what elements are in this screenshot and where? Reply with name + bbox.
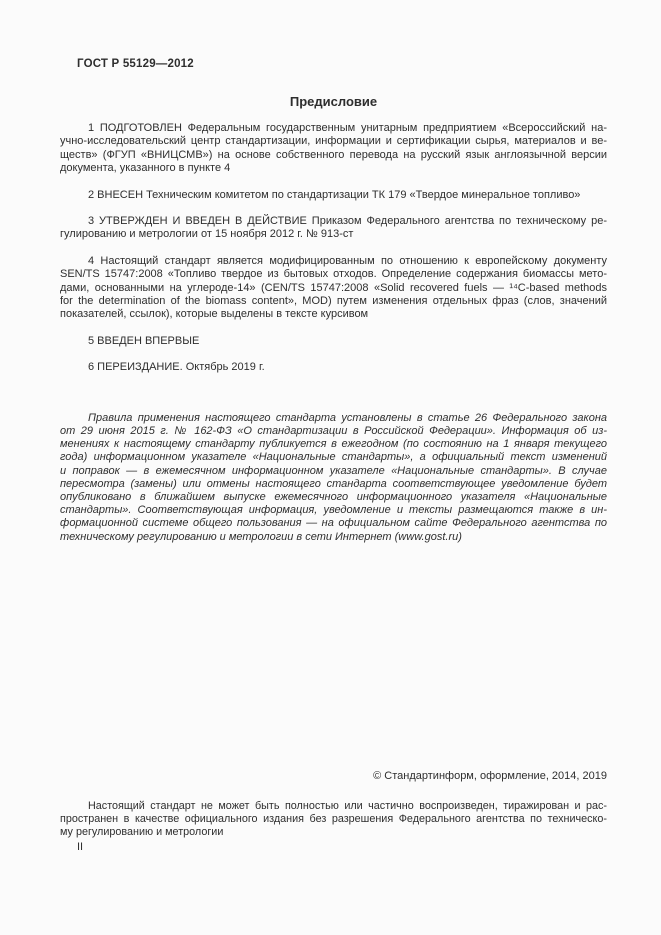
text-line: учно-исследовательский центр стандартизации, информации и сертификации сырья, материалов и ве- (60, 135, 607, 148)
text-line: 3 УТВЕРЖДЕН И ВВЕДЕН В ДЕЙСТВИЕ Приказом Федерального агентства по техническому ре- (88, 215, 607, 228)
text-line: пространен в качестве официального издания без разрешения Федерального агентства по техническо- (60, 813, 607, 825)
text-line: опубликовано в ближайшем выпуске ежемесячного информационного указателя «Национальные (60, 490, 607, 503)
text-line: года) информационном указателе «Национальные стандарты», а официальный текст изменений (60, 451, 607, 464)
foreword-item-3 (60, 215, 607, 242)
text-line: пересмотра (замены) или отмены настоящего стандарта соответствующее уведомление будет (60, 477, 607, 490)
text-line: менениях к настоящему стандарту публикуется в ежегодном (по состоянию на 1 января текущего (60, 438, 607, 451)
text-line: 6 ПЕРЕИЗДАНИЕ. Октябрь 2019 г. (88, 361, 265, 374)
text-line: техническому регулированию и метрологии в сети Интернет (www.gost.ru) (60, 530, 462, 543)
text-line: и поправок — в ежемесячном информационном указателе «Национальные стандарты». В случае (60, 464, 607, 477)
text-line: for the determination of the biomass content», MOD) путем изменения отдельных фраз (слов, значений (60, 295, 607, 308)
foreword-item-5 (60, 335, 607, 348)
text-line: стандарты». Соответствующая информация, уведомление и тексты размещаются также в ин- (60, 504, 607, 517)
text-line: от 29 июня 2015 г. № 162-ФЗ «О стандартизации в Российской Федерации». Информация об из- (60, 424, 607, 437)
page-number: II (77, 841, 84, 853)
reproduction-restriction-note (60, 800, 607, 839)
text-line: гулированию и метрологии от 15 ноября 2012 г. № 913-ст (60, 228, 354, 241)
text-line: показателей, ссылок), которые выделены в тексте курсивом (60, 308, 369, 321)
text-line: 1 ПОДГОТОВЛЕН Федеральным государственным унитарным предприятием «Всероссийский на- (88, 122, 607, 134)
foreword-item-6 (60, 361, 607, 374)
text-line: ществ» (ФГУП «ВНИЦСМВ») на основе собственного перевода на русский язык англоязычной версии (60, 148, 607, 161)
text-line: му регулированию и метрологии (60, 826, 224, 838)
text-line: 5 ВВЕДЕН ВПЕРВЫЕ (88, 334, 200, 347)
text-line: дами, основанными на углероде-14» (CEN/TS 15747:2008 «Solid recovered fuels — ¹⁴C-based methods (60, 281, 607, 294)
text-line: 4 Настоящий стандарт является модифицированным по отношению к европейскому документу (88, 254, 607, 267)
copyright-line: © Стандартинформ, оформление, 2014, 2019 (373, 770, 607, 782)
text-line: 2 ВНЕСЕН Техническим комитетом по стандартизации ТК 179 «Твердое минеральное топливо» (88, 188, 581, 201)
foreword-item-4 (60, 255, 607, 322)
page-title: Предисловие (289, 94, 378, 109)
text-line: документа, указанного в пункте 4 (60, 162, 231, 175)
text-line: SEN/TS 15747:2008 «Топливо твердое из бытовых отходов. Определение содержания биомассы мето- (60, 268, 607, 281)
text-block (60, 58, 607, 544)
text-line: Правила применения настоящего стандарта установлены в статье 26 Федерального закона (88, 411, 607, 424)
document-number-header: ГОСТ Р 55129—2012 (77, 58, 194, 70)
foreword-item-2 (60, 189, 607, 202)
text-line: Настоящий стандарт не может быть полностью или частично воспроизведен, тиражирован и рас- (88, 800, 607, 812)
legal-application-note (60, 412, 607, 544)
text-line: формационной системе общего пользования — на официальном сайте Федерального агентства по (60, 517, 607, 530)
foreword-item-1 (60, 122, 607, 176)
